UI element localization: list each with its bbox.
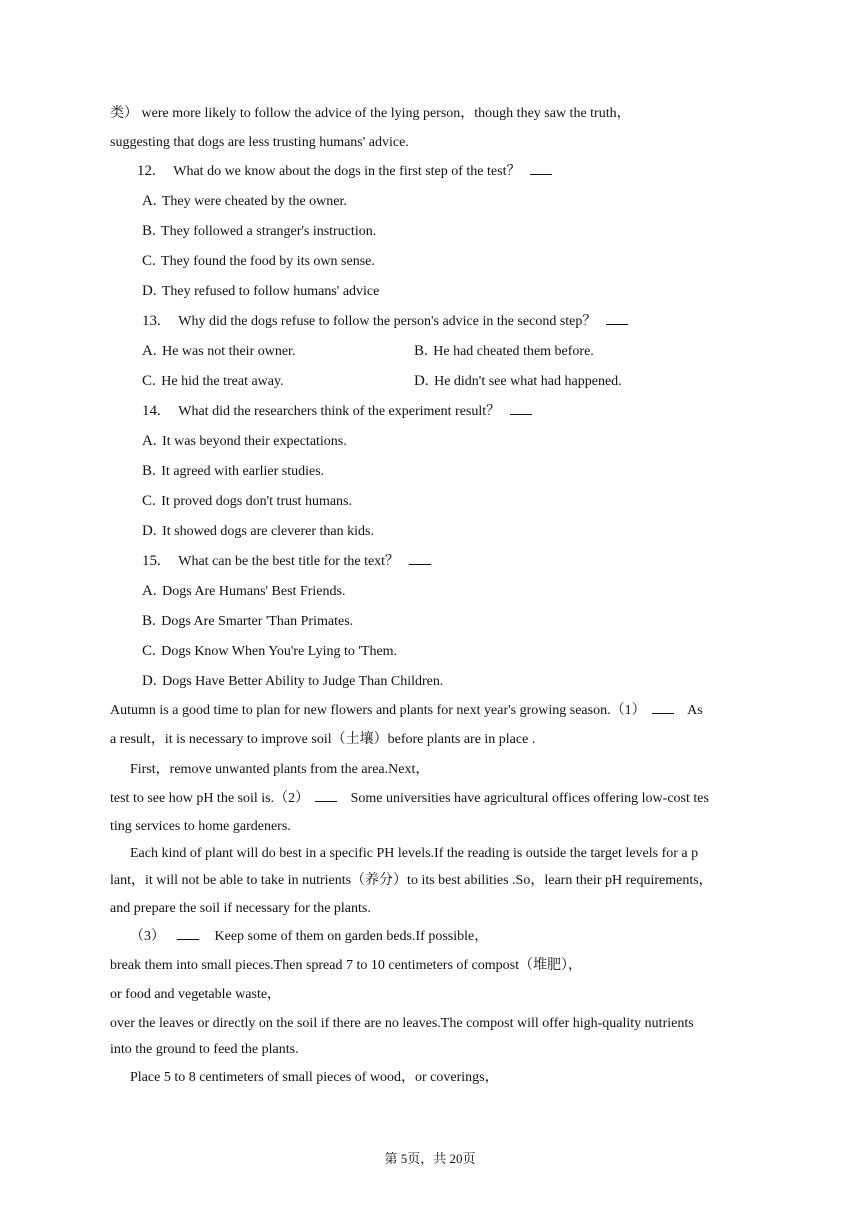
option-letter: C. xyxy=(142,493,156,509)
option-15-c[interactable] xyxy=(142,641,397,662)
option-text: They followed a stranger's instruction. xyxy=(161,224,377,239)
option-12-a[interactable] xyxy=(142,191,347,212)
option-letter: A. xyxy=(142,193,157,209)
option-15-a[interactable] xyxy=(142,581,345,602)
option-text: He was not their owner. xyxy=(162,344,296,359)
passage-line: or food and vegetable waste， xyxy=(110,987,282,1002)
option-text: He didn't see what had happened. xyxy=(434,374,622,389)
passage-text: As xyxy=(687,703,703,718)
option-text: They were cheated by the owner. xyxy=(161,194,347,209)
option-letter: D. xyxy=(142,283,157,299)
option-letter: D. xyxy=(414,373,429,389)
question-number: 13. xyxy=(142,313,161,329)
passage-text: Autumn is a good time to plan for new flowers and plants for next year's growing season.（1） xyxy=(110,703,646,718)
passage-blank-1[interactable] xyxy=(652,701,674,714)
option-letter: C. xyxy=(142,643,156,659)
passage-line: ting services to home gardeners. xyxy=(110,819,291,834)
answer-blank[interactable] xyxy=(530,162,552,175)
option-text: Dogs Are Smarter 'Than Primates. xyxy=(161,614,354,629)
option-14-d[interactable] xyxy=(142,521,374,542)
passage-line xyxy=(110,789,709,809)
option-text: Dogs Know When You're Lying to 'Them. xyxy=(161,644,398,659)
passage-line: Place 5 to 8 centimeters of small pieces of wood，or coverings， xyxy=(130,1070,499,1085)
answer-blank[interactable] xyxy=(409,552,431,565)
option-12-d[interactable] xyxy=(142,281,379,302)
question-text: What do we know about the dogs in the first step of the test？ xyxy=(173,164,521,179)
question-text: What can be the best title for the text？ xyxy=(178,554,400,569)
passage-text: Some universities have agricultural offices offering low-cost tes xyxy=(350,791,709,806)
question-text: What did the researchers think of the experiment result？ xyxy=(178,404,501,419)
option-letter: B. xyxy=(142,463,156,479)
option-13-b[interactable] xyxy=(414,341,594,362)
option-13-a[interactable] xyxy=(142,341,295,362)
option-text: They found the food by its own sense. xyxy=(161,254,375,269)
option-letter: A. xyxy=(142,433,157,449)
option-letter: B. xyxy=(142,613,156,629)
question-number: 15. xyxy=(142,553,161,569)
passage-line: into the ground to feed the plants. xyxy=(110,1042,299,1057)
option-text: He had cheated them before. xyxy=(433,344,594,359)
question-15 xyxy=(142,551,431,572)
passage-blank-2[interactable] xyxy=(315,789,337,802)
question-text: Why did the dogs refuse to follow the person's advice in the second step？ xyxy=(178,314,597,329)
passage-line xyxy=(110,701,703,721)
question-number: 14. xyxy=(142,403,161,419)
option-letter: B. xyxy=(414,343,428,359)
passage-blank-3[interactable] xyxy=(177,927,199,940)
option-letter: D. xyxy=(142,673,157,689)
option-13-d[interactable] xyxy=(414,371,622,392)
option-text: They refused to follow humans' advice xyxy=(161,284,380,299)
option-text: It agreed with earlier studies. xyxy=(161,464,325,479)
intro-line-2: suggesting that dogs are less trusting humans' advice. xyxy=(110,135,409,150)
option-text: Dogs Have Better Ability to Judge Than Children. xyxy=(162,674,444,689)
option-letter: A. xyxy=(142,343,157,359)
option-12-c[interactable] xyxy=(142,251,375,272)
option-14-a[interactable] xyxy=(142,431,347,452)
intro-line-1: 类） were more likely to follow the advice of the lying person，though they saw the truth， xyxy=(110,106,631,121)
option-text: He hid the treat away. xyxy=(161,374,284,389)
answer-blank[interactable] xyxy=(606,312,628,325)
option-text: It showed dogs are cleverer than kids. xyxy=(162,524,374,539)
answer-blank[interactable] xyxy=(510,402,532,415)
option-letter: D. xyxy=(142,523,157,539)
option-letter: C. xyxy=(142,373,156,389)
question-number: 12. xyxy=(137,163,156,179)
option-text: It proved dogs don't trust humans. xyxy=(161,494,352,509)
passage-line: break them into small pieces.Then spread 7 to 10 centimeters of compost（堆肥）， xyxy=(110,958,582,973)
passage-text: （3） xyxy=(130,929,165,944)
passage-line: lant，it will not be able to take in nutrients（养分）to its best abilities .So，learn their pH requirements， xyxy=(110,873,713,888)
passage-line: First，remove unwanted plants from the area.Next， xyxy=(130,762,430,777)
option-text: Dogs Are Humans' Best Friends. xyxy=(162,584,346,599)
passage-line: over the leaves or directly on the soil if there are no leaves.The compost will offer high-quality nutrients xyxy=(110,1016,694,1031)
option-12-b[interactable] xyxy=(142,221,376,242)
passage-line xyxy=(130,927,488,947)
option-15-b[interactable] xyxy=(142,611,353,632)
option-14-c[interactable] xyxy=(142,491,352,512)
question-14 xyxy=(142,401,532,422)
passage-line: Each kind of plant will do best in a specific PH levels.If the reading is outside the target levels for a p xyxy=(130,846,699,861)
option-letter: C. xyxy=(142,253,156,269)
question-13 xyxy=(142,311,628,332)
page-number: 第 5页，共 20页 xyxy=(384,1151,476,1166)
passage-text: test to see how pH the soil is.（2） xyxy=(110,791,310,806)
question-12 xyxy=(137,161,552,182)
passage-line: a result，it is necessary to improve soil（土壤）before plants are in place . xyxy=(110,732,536,747)
option-letter: B. xyxy=(142,223,156,239)
option-13-c[interactable] xyxy=(142,371,284,392)
option-14-b[interactable] xyxy=(142,461,324,482)
option-letter: A. xyxy=(142,583,157,599)
passage-line: and prepare the soil if necessary for the plants. xyxy=(110,901,371,916)
option-15-d[interactable] xyxy=(142,671,443,692)
option-text: It was beyond their expectations. xyxy=(162,434,347,449)
passage-text: Keep some of them on garden beds.If possible， xyxy=(214,929,489,944)
